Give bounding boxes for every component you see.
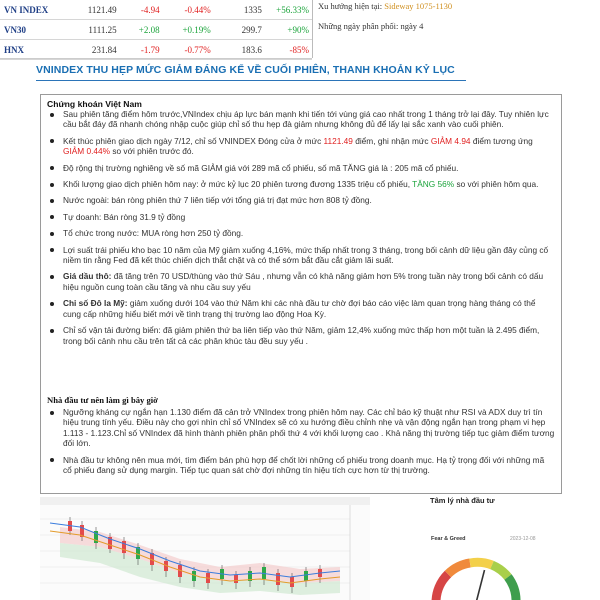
list-text: đã tăng trên 70 USD/thùng vào thứ Sáu , nhưng vẫn có khả năng giảm hơn 5% trong tuần này trong bối cảnh có dấu hiệu nguồn cung toàn cầu tăng và nhu cầu suy yếu [63,271,544,292]
news-list [47,109,555,346]
fear-greed-label: Fear & Greed [431,536,466,542]
chart-thumbnail [40,497,370,600]
investor-psychology-title: Tâm lý nhà đầu tư [430,496,495,505]
change-pct-value: GIẢM 0.44% [63,146,111,157]
advice-list [47,407,555,475]
table-row [0,0,312,20]
divider [36,80,466,81]
list-text: điểm tương ứng [470,135,533,146]
report-box [40,94,562,494]
index-change-pct: -0.77% [163,40,214,60]
list-text: điểm, ghi nhận mức [352,135,431,146]
list-text: so với phiên trước đó. [110,146,194,157]
trend-note [318,0,598,20]
index-change: +2.08 [120,20,163,40]
index-name: HNX [0,40,71,60]
page-title: VNINDEX THU HẸP MỨC GIẢM ĐÁNG KỂ VỀ CUỐI PHIÊN, THANH KHOẢN KỶ LỤC [36,64,455,76]
list-text: so với phiên hôm qua. [454,179,539,190]
list-item: Lợi suất trái phiếu kho bạc 10 năm của Mỹ giảm xuống 4,16%, mức thấp nhất trong 3 tháng, trong bối cảnh dữ liệu gần đây củng cố niềm tin rằng Fed đã kết thúc chiến dịch thắt chặt và có thể sớm bắt đầu cắt giảm lãi suất. [47,245,555,266]
section-title: Nhà đầu tư nên làm gì bây giờ [47,395,158,405]
list-item: Độ rộng thị trường nghiêng về số mã GIẢM giá với 289 mã cổ phiếu, số mã TĂNG giá là : 205 mã cổ phiếu. [47,163,555,173]
index-volume-pct: +90% [265,20,312,40]
table-divider [312,0,313,58]
trend-value: Sideway 1075-1130 [384,1,453,11]
index-value: 1111.25 [71,20,120,40]
list-item: Sau phiên tăng điểm hôm trước,VNIndex chịu áp lực bán mạnh khi tiến tới vùng giá cao nhất trong 1 tháng trở lại đây. Tuy nhiên lực cầu bắt đáy đã nhanh chóng nhập cuộc giúp chỉ số thu hẹp đà giảm nhưng không đủ để lấy lại sắc xanh vào cuối phiên. [47,109,555,130]
index-volume-pct: +56.33% [265,0,312,20]
list-item: Tổ chức trong nước: MUA ròng hơn 250 tỷ đồng. [47,228,555,238]
index-volume: 1335 [214,0,265,20]
trend-label: Xu hướng hiện tại: [318,1,385,11]
market-notes [318,0,598,40]
list-item: Nước ngoài: bán ròng phiên thứ 7 liên tiếp với tổng giá trị đạt mức hơn 808 tỷ đồng. [47,195,555,205]
list-item [47,136,555,157]
distribution-note: Những ngày phân phối: ngày 4 [318,21,424,31]
index-name: VN INDEX [0,0,71,20]
list-item: Chỉ số vận tải đường biển: đã giảm phiên thứ ba liên tiếp vào thứ Năm, giảm 12,4% xuống mức thấp hơn một tuần là 2.495 điểm, trong bối cảnh nhu cầu trên tất cả các phân khúc tàu đều suy yếu . [47,325,555,346]
close-value: 1121.49 [323,135,353,146]
index-value: 1121.49 [71,0,120,20]
change-value: GIẢM 4.94 [430,135,471,146]
index-name: VN30 [0,20,71,40]
vnindex-chart-image [40,497,370,600]
table-row [0,40,312,60]
list-item: Ngưỡng kháng cự ngắn hạn 1.130 điểm đã cản trở VNIndex trong phiên hôm nay. Các chỉ báo kỹ thuật như RSI và ADX duy trì tín hiệu trung tính yếu. Điều này cho gợi nhìn chỉ số VNIndex sẽ có xu hướng điều chỉnh nhẹ và vận động ngắn hạn trong phạm vi hẹp 1.113 - 1.123.Chỉ số VNIndex đã hình thành phiên phân phối thứ 4 với khối lượng cao . Khả năng thị trường tiếp tục giảm điểm tương đối lớn. [47,407,555,449]
divider [0,58,312,59]
gauge-needle [476,570,485,600]
list-bold: Giá dầu thô: [63,271,112,282]
index-volume: 299.7 [214,20,265,40]
index-volume-pct: -85% [265,40,312,60]
index-change-pct: -0.44% [163,0,214,20]
list-item: Tự doanh: Bán ròng 31.9 tỷ đồng [47,212,555,222]
list-item: Nhà đầu tư không nên mua mới, tìm điểm bán phù hợp để chốt lời những cổ phiếu trong doanh mục. Hạ tỷ trọng đối với những mã cổ phiếu đang sử dụng margin. Tiếp tục quan sát chờ đợi những tín hiệu tích cực hơn từ thị trường. [47,455,555,476]
volume-change-value: TĂNG 56% [412,179,455,190]
list-item [47,179,555,189]
table-row [0,20,312,40]
index-value: 231.84 [71,40,120,60]
list-text: Khối lượng giao dịch phiên hôm nay: ở mức kỷ lục 20 phiên tương đương 1335 triệu cổ phiếu, [63,179,413,190]
list-text: giảm xuống dưới 104 vào thứ Năm khi các nhà đầu tư chờ đợi báo cáo việc làm quan trọng hàng tháng có thể cung cấp những hiểu biết mới về tình trạng thị trường lao động Hoa Kỳ. [63,298,536,319]
section-title: Chứng khoán Việt Nam [47,99,142,109]
fear-greed-gauge [416,541,536,600]
list-text: Kết thúc phiên giao dịch ngày 7/12, chỉ số VNINDEX Đóng cửa ở mức [63,135,324,146]
index-change: -1.79 [120,40,163,60]
fear-greed-date: 2023-12-08 [510,536,536,542]
index-change-pct: +0.19% [163,20,214,40]
index-volume: 183.6 [214,40,265,60]
list-bold: Chỉ số Đô la Mỹ: [63,298,128,309]
list-item [47,271,555,292]
index-change: -4.94 [120,0,163,20]
list-item [47,298,555,319]
market-summary-table [0,0,312,60]
